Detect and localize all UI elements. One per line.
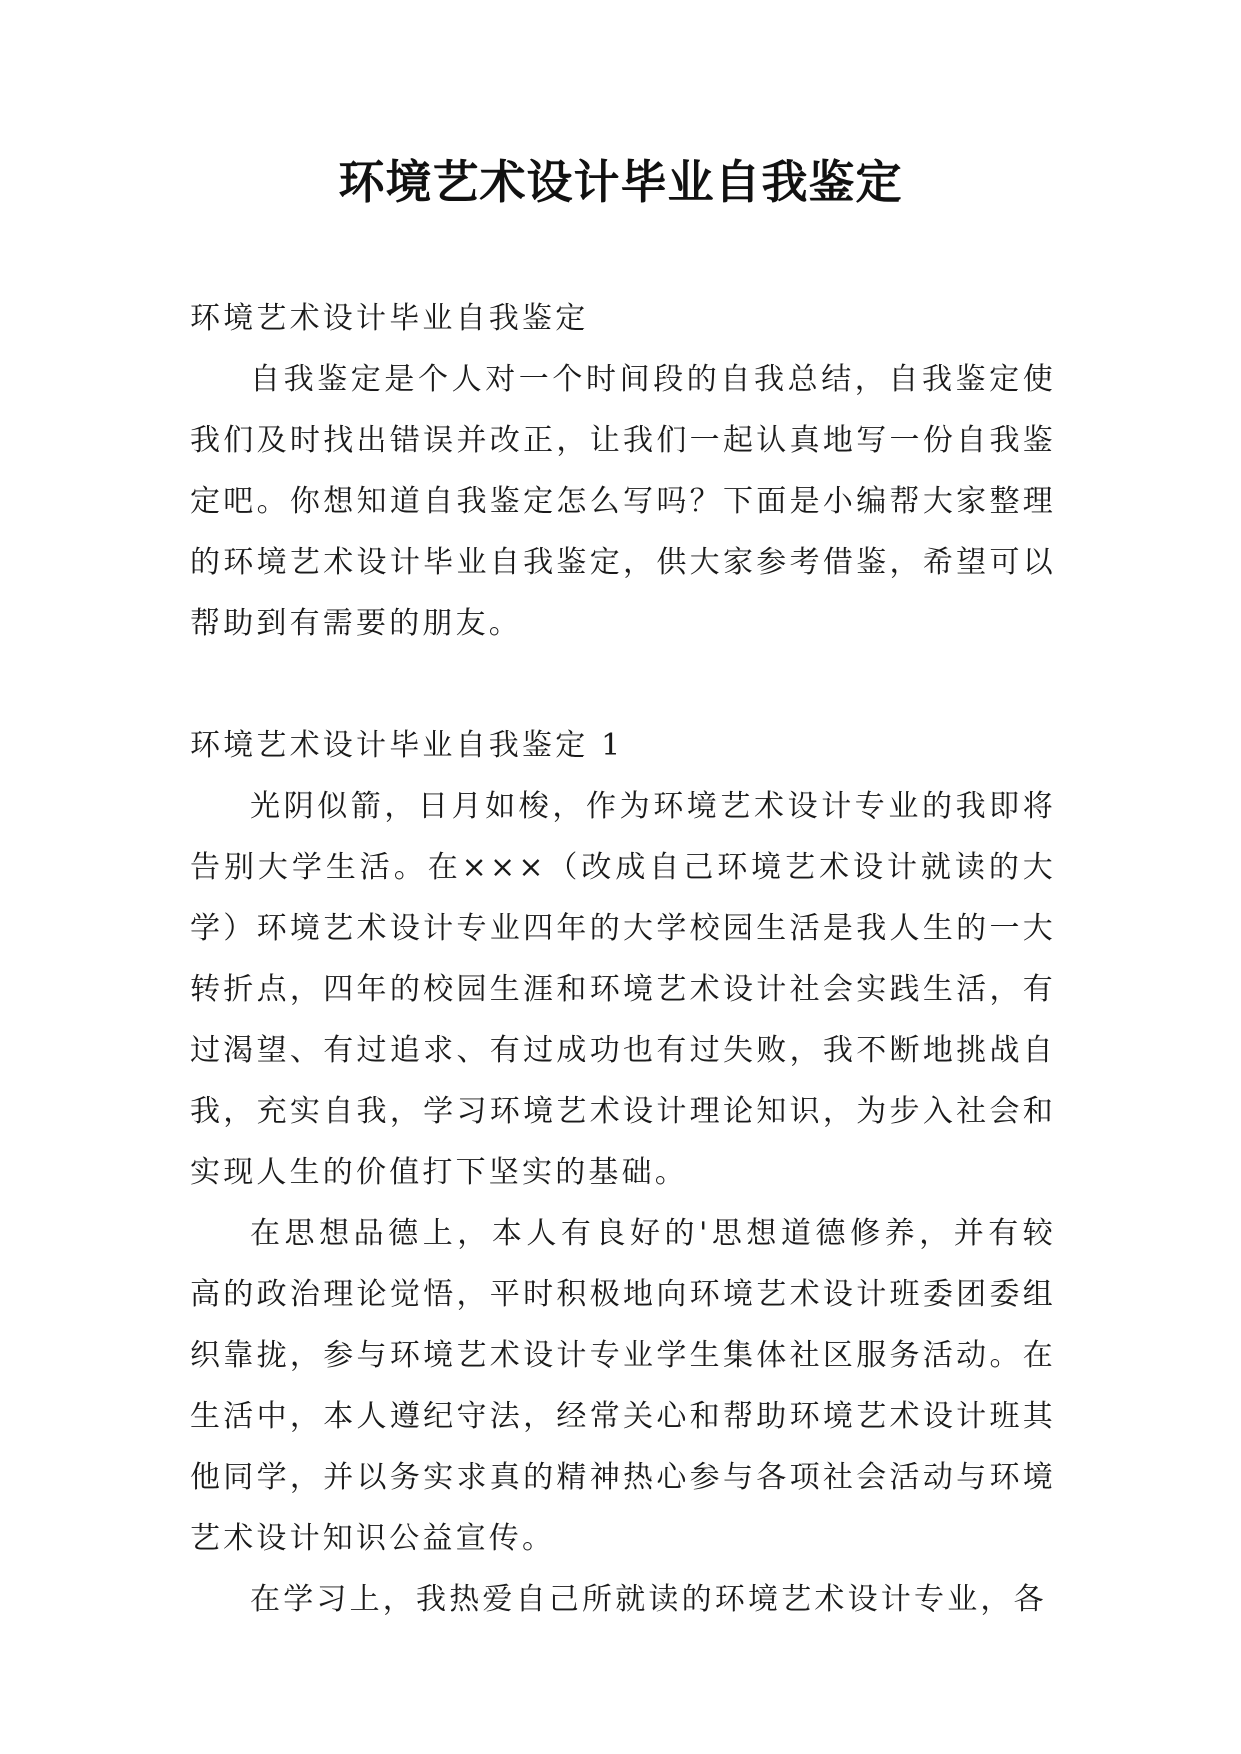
intro-heading: 环境艺术设计毕业自我鉴定 <box>190 301 589 336</box>
section1-paragraph-1: 光阴似箭，日月如梭，作为环境艺术设计专业的我即将告别大学生活。在×××（改成自己环境艺术设计就读的大学）环境艺术设计专业四年的大学校园生活是我人生的一大转折点，四年的校园生涯和环境艺术设计社会实践生活，有过渴望、有过追求、有过成功也有过失败，我不断地挑战自我，充实自我，学习环境艺术设计理论知识，为步入社会和实现人生的价值打下坚实的基础。 <box>190 789 1056 1190</box>
document-title: 环境艺术设计毕业自我鉴定 <box>338 155 903 209</box>
section1-heading: 环境艺术设计毕业自我鉴定 1 <box>190 728 624 763</box>
section1-paragraph-2: 在思想品德上，本人有良好的'思想道德修养，并有较高的政治理论觉悟，平时积极地向环境艺术设计班委团委组织靠拢，参与环境艺术设计专业学生集体社区服务活动。在生活中，本人遵纪守法，经常关心和帮助环境艺术设计班其他同学，并以务实求真的精神热心参与各项社会活动与环境艺术设计知识公益宣传。 <box>190 1216 1056 1556</box>
section1-paragraph-3: 在学习上，我热爱自己所就读的环境艺术设计专业，各 <box>250 1582 1047 1617</box>
section-spacer <box>190 654 1056 715</box>
document-body <box>190 288 1056 1630</box>
intro-paragraph: 自我鉴定是个人对一个时间段的自我总结，自我鉴定使我们及时找出错误并改正，让我们一起认真地写一份自我鉴定吧。你想知道自我鉴定怎么写吗？下面是小编帮大家整理的环境艺术设计毕业自我鉴定，供大家参考借鉴，希望可以帮助到有需要的朋友。 <box>190 362 1056 641</box>
